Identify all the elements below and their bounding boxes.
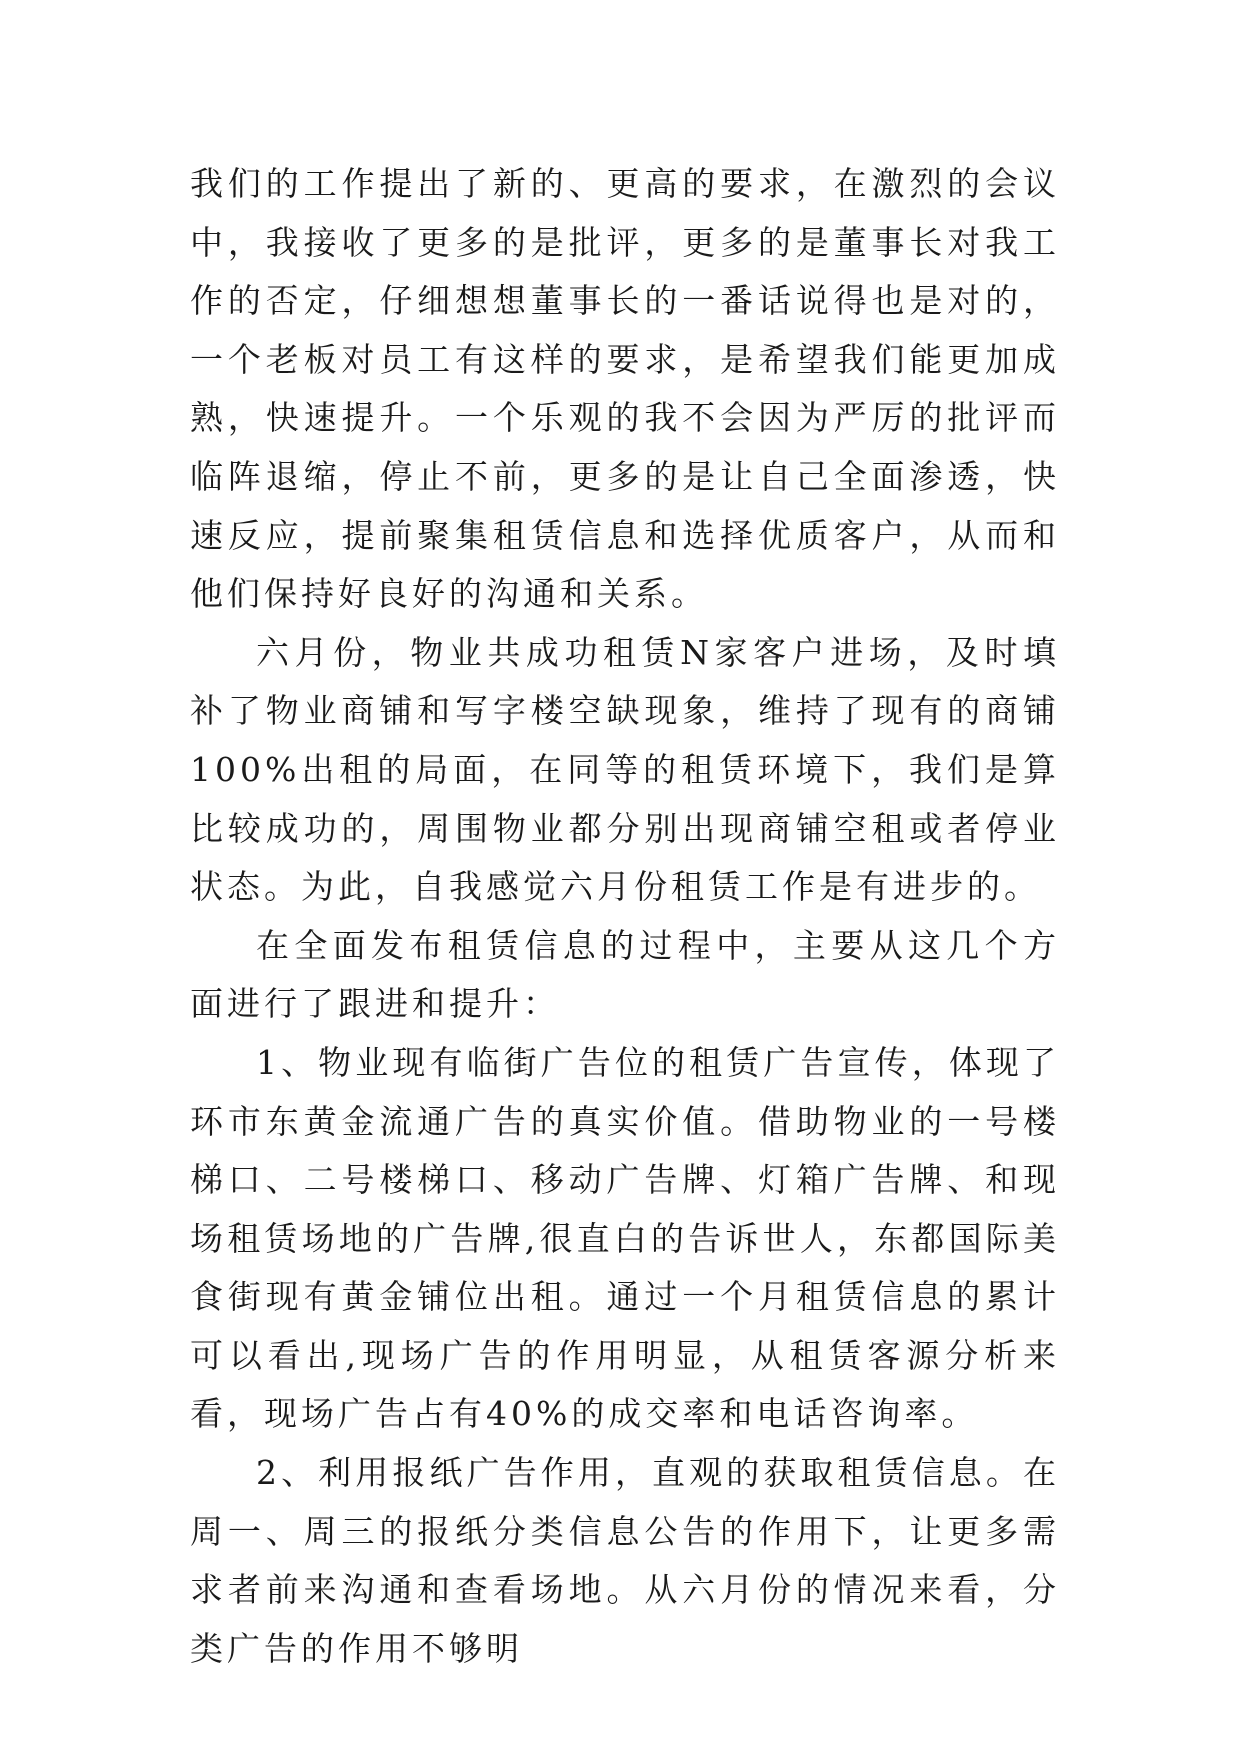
paragraph-2: 六月份，物业共成功租赁N家客户进场，及时填补了物业商铺和写字楼空缺现象，维持了现有的商铺100%出租的局面，在同等的租赁环境下，我们是算比较成功的，周围物业都分别出现商铺空租或者停业状态。为此，自我感觉六月份租赁工作是有进步的。	[190, 632, 1060, 907]
paragraph-4: 1、物业现有临街广告位的租赁广告宣传，体现了环市东黄金流通广告的真实价值。借助物业的一号楼梯口、二号楼梯口、移动广告牌、灯箱广告牌、和现场租赁场地的广告牌,很直白的告诉世人，东都国际美食街现有黄金铺位出租。通过一个月租赁信息的累计可以看出,现场广告的作用明显，从租赁客源分析来看，现场广告占有40%的成交率和电话咨询率。	[190, 1042, 1060, 1434]
paragraph-3: 在全面发布租赁信息的过程中，主要从这几个方面进行了跟进和提升：	[190, 925, 1060, 1024]
paragraph-1: 我们的工作提出了新的、更高的要求，在激烈的会议中，我接收了更多的是批评，更多的是董事长对我工作的否定，仔细想想董事长的一番话说得也是对的，一个老板对员工有这样的要求，是希望我们能更加成熟，快速提升。一个乐观的我不会因为严厉的批评而临阵退缩，停止不前，更多的是让自己全面渗透，快速反应，提前聚集租赁信息和选择优质客户，从而和他们保持好良好的沟通和关系。	[190, 164, 1060, 614]
paragraph-5: 2、利用报纸广告作用，直观的获取租赁信息。在周一、周三的报纸分类信息公告的作用下，让更多需求者前来沟通和查看场地。从六月份的情况来看，分类广告的作用不够明	[190, 1453, 1060, 1668]
document-body	[190, 155, 1060, 1678]
